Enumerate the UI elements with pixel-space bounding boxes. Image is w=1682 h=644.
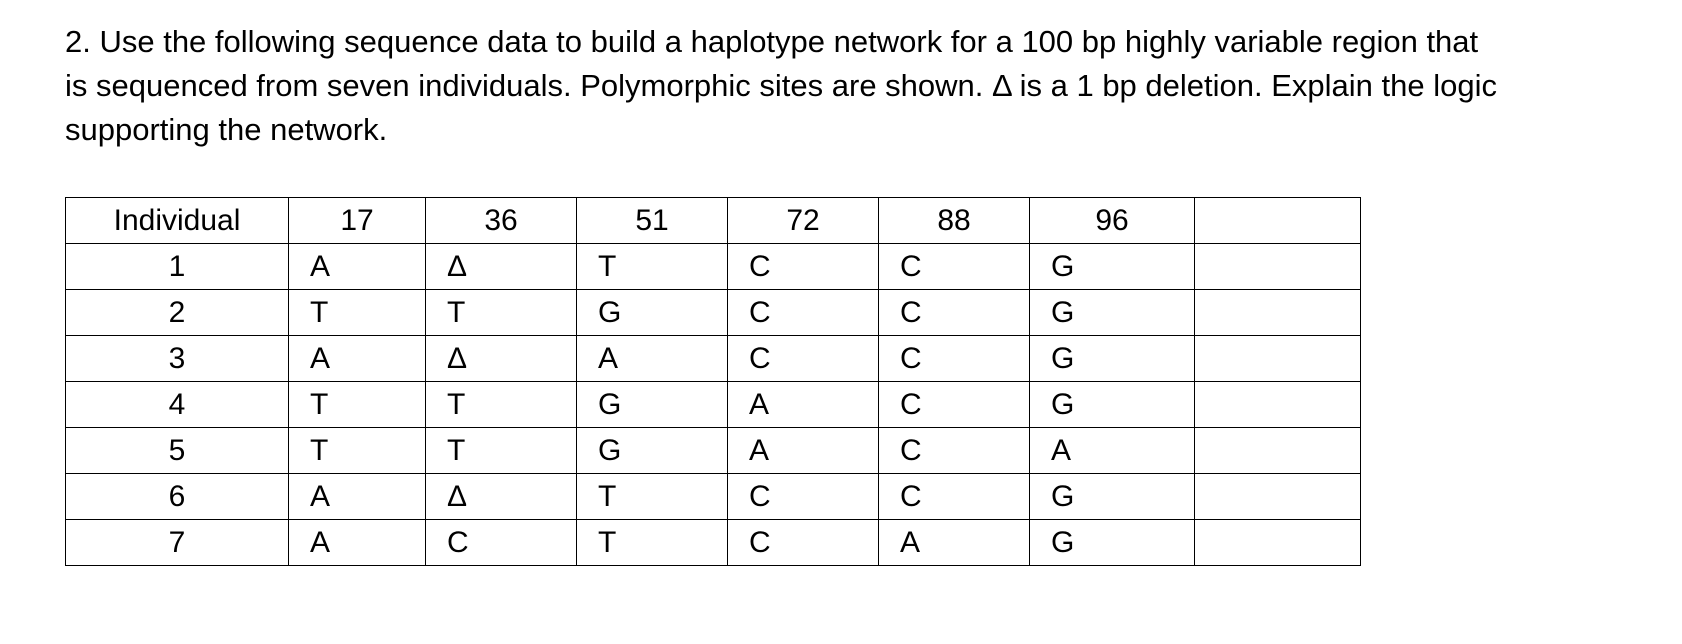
base-cell (1195, 520, 1361, 566)
individual-cell: 6 (66, 474, 289, 520)
header-site-72: 72 (728, 198, 879, 244)
base-cell: G (1030, 336, 1195, 382)
individual-cell: 5 (66, 428, 289, 474)
base-cell: C (879, 290, 1030, 336)
base-cell: C (879, 382, 1030, 428)
table-row (66, 474, 1361, 520)
table-row (66, 428, 1361, 474)
base-cell: A (728, 428, 879, 474)
question-line: supporting the network. (65, 112, 388, 147)
sequence-table (65, 197, 1361, 566)
header-individual: Individual (66, 198, 289, 244)
base-cell: G (1030, 244, 1195, 290)
base-cell: T (426, 382, 577, 428)
individual-cell: 2 (66, 290, 289, 336)
base-cell: Δ (426, 474, 577, 520)
base-cell: G (1030, 520, 1195, 566)
base-cell: A (289, 244, 426, 290)
table-row (66, 244, 1361, 290)
table-row (66, 382, 1361, 428)
header-site-96: 96 (1030, 198, 1195, 244)
base-cell: A (289, 474, 426, 520)
table-row (66, 336, 1361, 382)
base-cell: C (879, 428, 1030, 474)
base-cell (1195, 382, 1361, 428)
table-header-row (66, 198, 1361, 244)
individual-cell: 4 (66, 382, 289, 428)
base-cell (1195, 290, 1361, 336)
base-cell: A (728, 382, 879, 428)
table-row (66, 520, 1361, 566)
base-cell (1195, 336, 1361, 382)
table-row (66, 290, 1361, 336)
base-cell: T (289, 382, 426, 428)
base-cell: Δ (426, 244, 577, 290)
individual-cell: 7 (66, 520, 289, 566)
base-cell: T (577, 244, 728, 290)
base-cell: Δ (426, 336, 577, 382)
base-cell: G (1030, 474, 1195, 520)
base-cell: T (426, 290, 577, 336)
base-cell: G (577, 290, 728, 336)
base-cell: A (289, 520, 426, 566)
individual-cell: 3 (66, 336, 289, 382)
base-cell: T (426, 428, 577, 474)
base-cell: T (289, 290, 426, 336)
base-cell: C (879, 244, 1030, 290)
base-cell: G (1030, 382, 1195, 428)
base-cell: T (577, 520, 728, 566)
base-cell: C (728, 520, 879, 566)
base-cell: C (728, 474, 879, 520)
base-cell: G (577, 382, 728, 428)
base-cell: C (879, 336, 1030, 382)
header-empty (1195, 198, 1361, 244)
base-cell (1195, 474, 1361, 520)
question-line: is sequenced from seven individuals. Polymorphic sites are shown. Δ is a 1 bp deletion. Explain the logic (65, 68, 1497, 103)
base-cell: A (577, 336, 728, 382)
individual-cell: 1 (66, 244, 289, 290)
header-site-17: 17 (289, 198, 426, 244)
header-site-36: 36 (426, 198, 577, 244)
base-cell: C (728, 244, 879, 290)
header-site-88: 88 (879, 198, 1030, 244)
base-cell: C (728, 336, 879, 382)
base-cell: A (879, 520, 1030, 566)
base-cell: G (1030, 290, 1195, 336)
base-cell: C (879, 474, 1030, 520)
base-cell (1195, 428, 1361, 474)
base-cell: T (577, 474, 728, 520)
base-cell: T (289, 428, 426, 474)
base-cell: A (289, 336, 426, 382)
question-line: 2. Use the following sequence data to build a haplotype network for a 100 bp highly variable region that (65, 24, 1479, 59)
base-cell: A (1030, 428, 1195, 474)
question-text (65, 20, 1645, 152)
base-cell: G (577, 428, 728, 474)
header-site-51: 51 (577, 198, 728, 244)
base-cell: C (426, 520, 577, 566)
base-cell: C (728, 290, 879, 336)
base-cell (1195, 244, 1361, 290)
